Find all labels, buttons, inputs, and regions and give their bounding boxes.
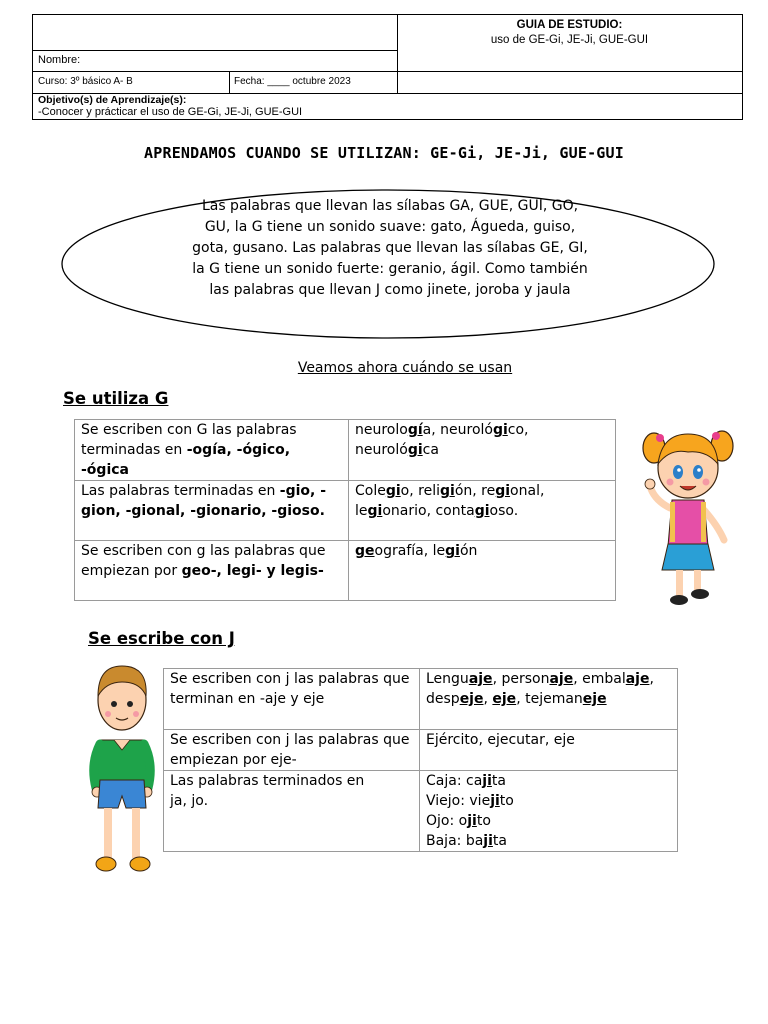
section-g-title: Se utiliza G bbox=[63, 389, 169, 408]
objective-label: Objetivo(s) de Aprendizaje(s): bbox=[38, 94, 187, 106]
rule-cell: Se escriben con j las palabras que empiezan por eje- bbox=[164, 730, 420, 771]
header-table bbox=[32, 14, 743, 120]
rule-cell: Se escriben con G las palabras terminadas en -ogía, -ógico, -ógica bbox=[75, 420, 349, 481]
section-j-title: Se escribe con J bbox=[88, 629, 235, 648]
table-row bbox=[75, 481, 616, 541]
table-row bbox=[164, 730, 678, 771]
table-row bbox=[75, 541, 616, 601]
table-g bbox=[74, 419, 616, 601]
table-row bbox=[164, 669, 678, 730]
example-cell: geografía, legión bbox=[349, 541, 616, 601]
table-row bbox=[75, 420, 616, 481]
rule-cell: Las palabras terminadas en -gio, -gion, -gional, -gionario, -gioso. bbox=[75, 481, 349, 541]
intro-text: Las palabras que llevan las sílabas GA, GUE, GUI, GO, GU, la G tiene un sonido suave: gato, Águeda, guiso, gota, gusano. Las palabras que llevan las sílabas GE, GI, la G tiene un sonido fuerte: geranio, ágil. Como también las palabras que llevan J como jinete, joroba y jaula bbox=[192, 198, 588, 298]
example-cell: neurología, neurológico, neurológica bbox=[349, 420, 616, 481]
date-label: Fecha: ____ octubre 2023 bbox=[234, 76, 351, 87]
objective-text: -Conocer y prácticar el uso de GE-Gi, JE-Ji, GUE-GUI bbox=[38, 106, 303, 118]
example-cell: Lenguaje, personaje, embalaje, despeje, eje, tejemaneje bbox=[420, 669, 678, 730]
example-cell: Caja: cajita Viejo: viejito Ojo: ojito Baja: bajita bbox=[420, 771, 678, 852]
rule-cell: Se escriben con g las palabras que empiezan por geo-, legi- y legis- bbox=[75, 541, 349, 601]
name-label: Nombre: bbox=[38, 54, 81, 66]
rule-cell: Las palabras terminados en ja, jo. bbox=[164, 771, 420, 852]
rule-cell: Se escriben con j las palabras que terminan en -aje y eje bbox=[164, 669, 420, 730]
example-cell: Colegio, religión, regional, legionario, contagioso. bbox=[349, 481, 616, 541]
table-j bbox=[163, 668, 678, 852]
boy-illustration bbox=[88, 660, 156, 880]
course-label: Curso: 3º básico A- B bbox=[38, 76, 133, 87]
guide-title: GUIA DE ESTUDIO: uso de GE-Gi, JE-Ji, GUE-GUI bbox=[490, 19, 649, 46]
table-row bbox=[164, 771, 678, 852]
example-cell: Ejército, ejecutar, eje bbox=[420, 730, 678, 771]
girl-illustration bbox=[640, 416, 736, 608]
veamos-subtitle: Veamos ahora cuándo se usan bbox=[297, 360, 513, 376]
page-title: APRENDAMOS CUANDO SE UTILIZAN: GE-Gi, JE-Ji, GUE-GUI bbox=[144, 144, 624, 162]
